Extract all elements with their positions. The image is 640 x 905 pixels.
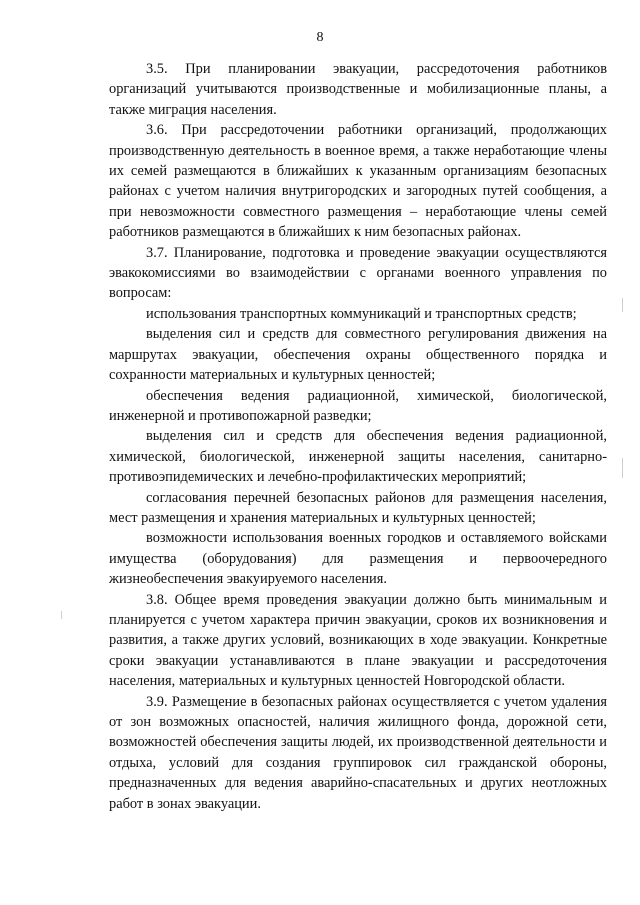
page-number: 8 [316,30,324,45]
paragraph-3-6: 3.6. При рассредоточении работники организаций, продолжающих производственную деятельность в военное время, а также неработающие члены их семей размещаются в ближайших к указанным организациям безопасных районах с учетом наличия внутригородских и загородных путей сообщения, а при невозможности совместного размещения – неработающие члены семей работников размещаются в ближайших к ним безопасных районах. [109,122,607,241]
paragraph-3-7: 3.7. Планирование, подготовка и проведение эвакуации осуществляются эвакокомиссиями во взаимодействии с органами военного управления по вопросам: [109,244,607,302]
list-item-safe-areas: согласования перечней безопасных районов для размещения населения, мест размещения и хранения материальных и культурных ценностей; [109,489,607,526]
list-item-transport: использования транспортных коммуникаций и транспортных средств; [146,305,577,322]
scan-artifact [61,611,62,619]
document-body [109,59,607,814]
paragraph-3-8: 3.8. Общее время проведения эвакуации должно быть минимальным и планируется с учетом характера причин эвакуации, сроков их возникновения и развития, а также других условий, возникающих в ходе эвакуации. Конкретные сроки эвакуации устанавливаются в плане эвакуации и рассредоточения населения, материальных и культурных ценностей Новгородской области. [109,591,607,690]
paragraph-3-9: 3.9. Размещение в безопасных районах осуществляется с учетом удаления от зон возможных опасностей, наличия жилищного фонда, дорожной сети, возможностей обеспечения защиты людей, их производственной деятельности и отдыха, условий для создания группировок сил гражданской обороны, предназначенных для ведения аварийно-спасательных и других неотложных работ в зонах эвакуации. [109,693,607,812]
paragraph-3-5: 3.5. При планировании эвакуации, рассредоточения работников организаций учитываются производственные и мобилизационные планы, а также миграция населения. [109,61,607,118]
scan-artifact [622,298,623,312]
list-item-traffic-regulation: выделения сил и средств для совместного регулирования движения на маршрутах эвакуации, обеспечения охраны общественного порядка и сохранности материальных и культурных ценностей; [109,326,607,384]
list-item-protection: выделения сил и средств для обеспечения ведения радиационной, химической, биологической, инженерной защиты населения, санитарно-противоэпидемических и лечебно-профилактических мероприятий; [109,428,607,486]
list-item-reconnaissance: обеспечения ведения радиационной, химической, биологической, инженерной и противопожарной разведки; [109,387,607,424]
list-item-military-towns: возможности использования военных городков и оставляемого войсками имущества (оборудования) для размещения и первоочередного жизнеобеспечения эвакуируемого населения. [109,530,607,588]
scan-artifact [622,458,623,478]
